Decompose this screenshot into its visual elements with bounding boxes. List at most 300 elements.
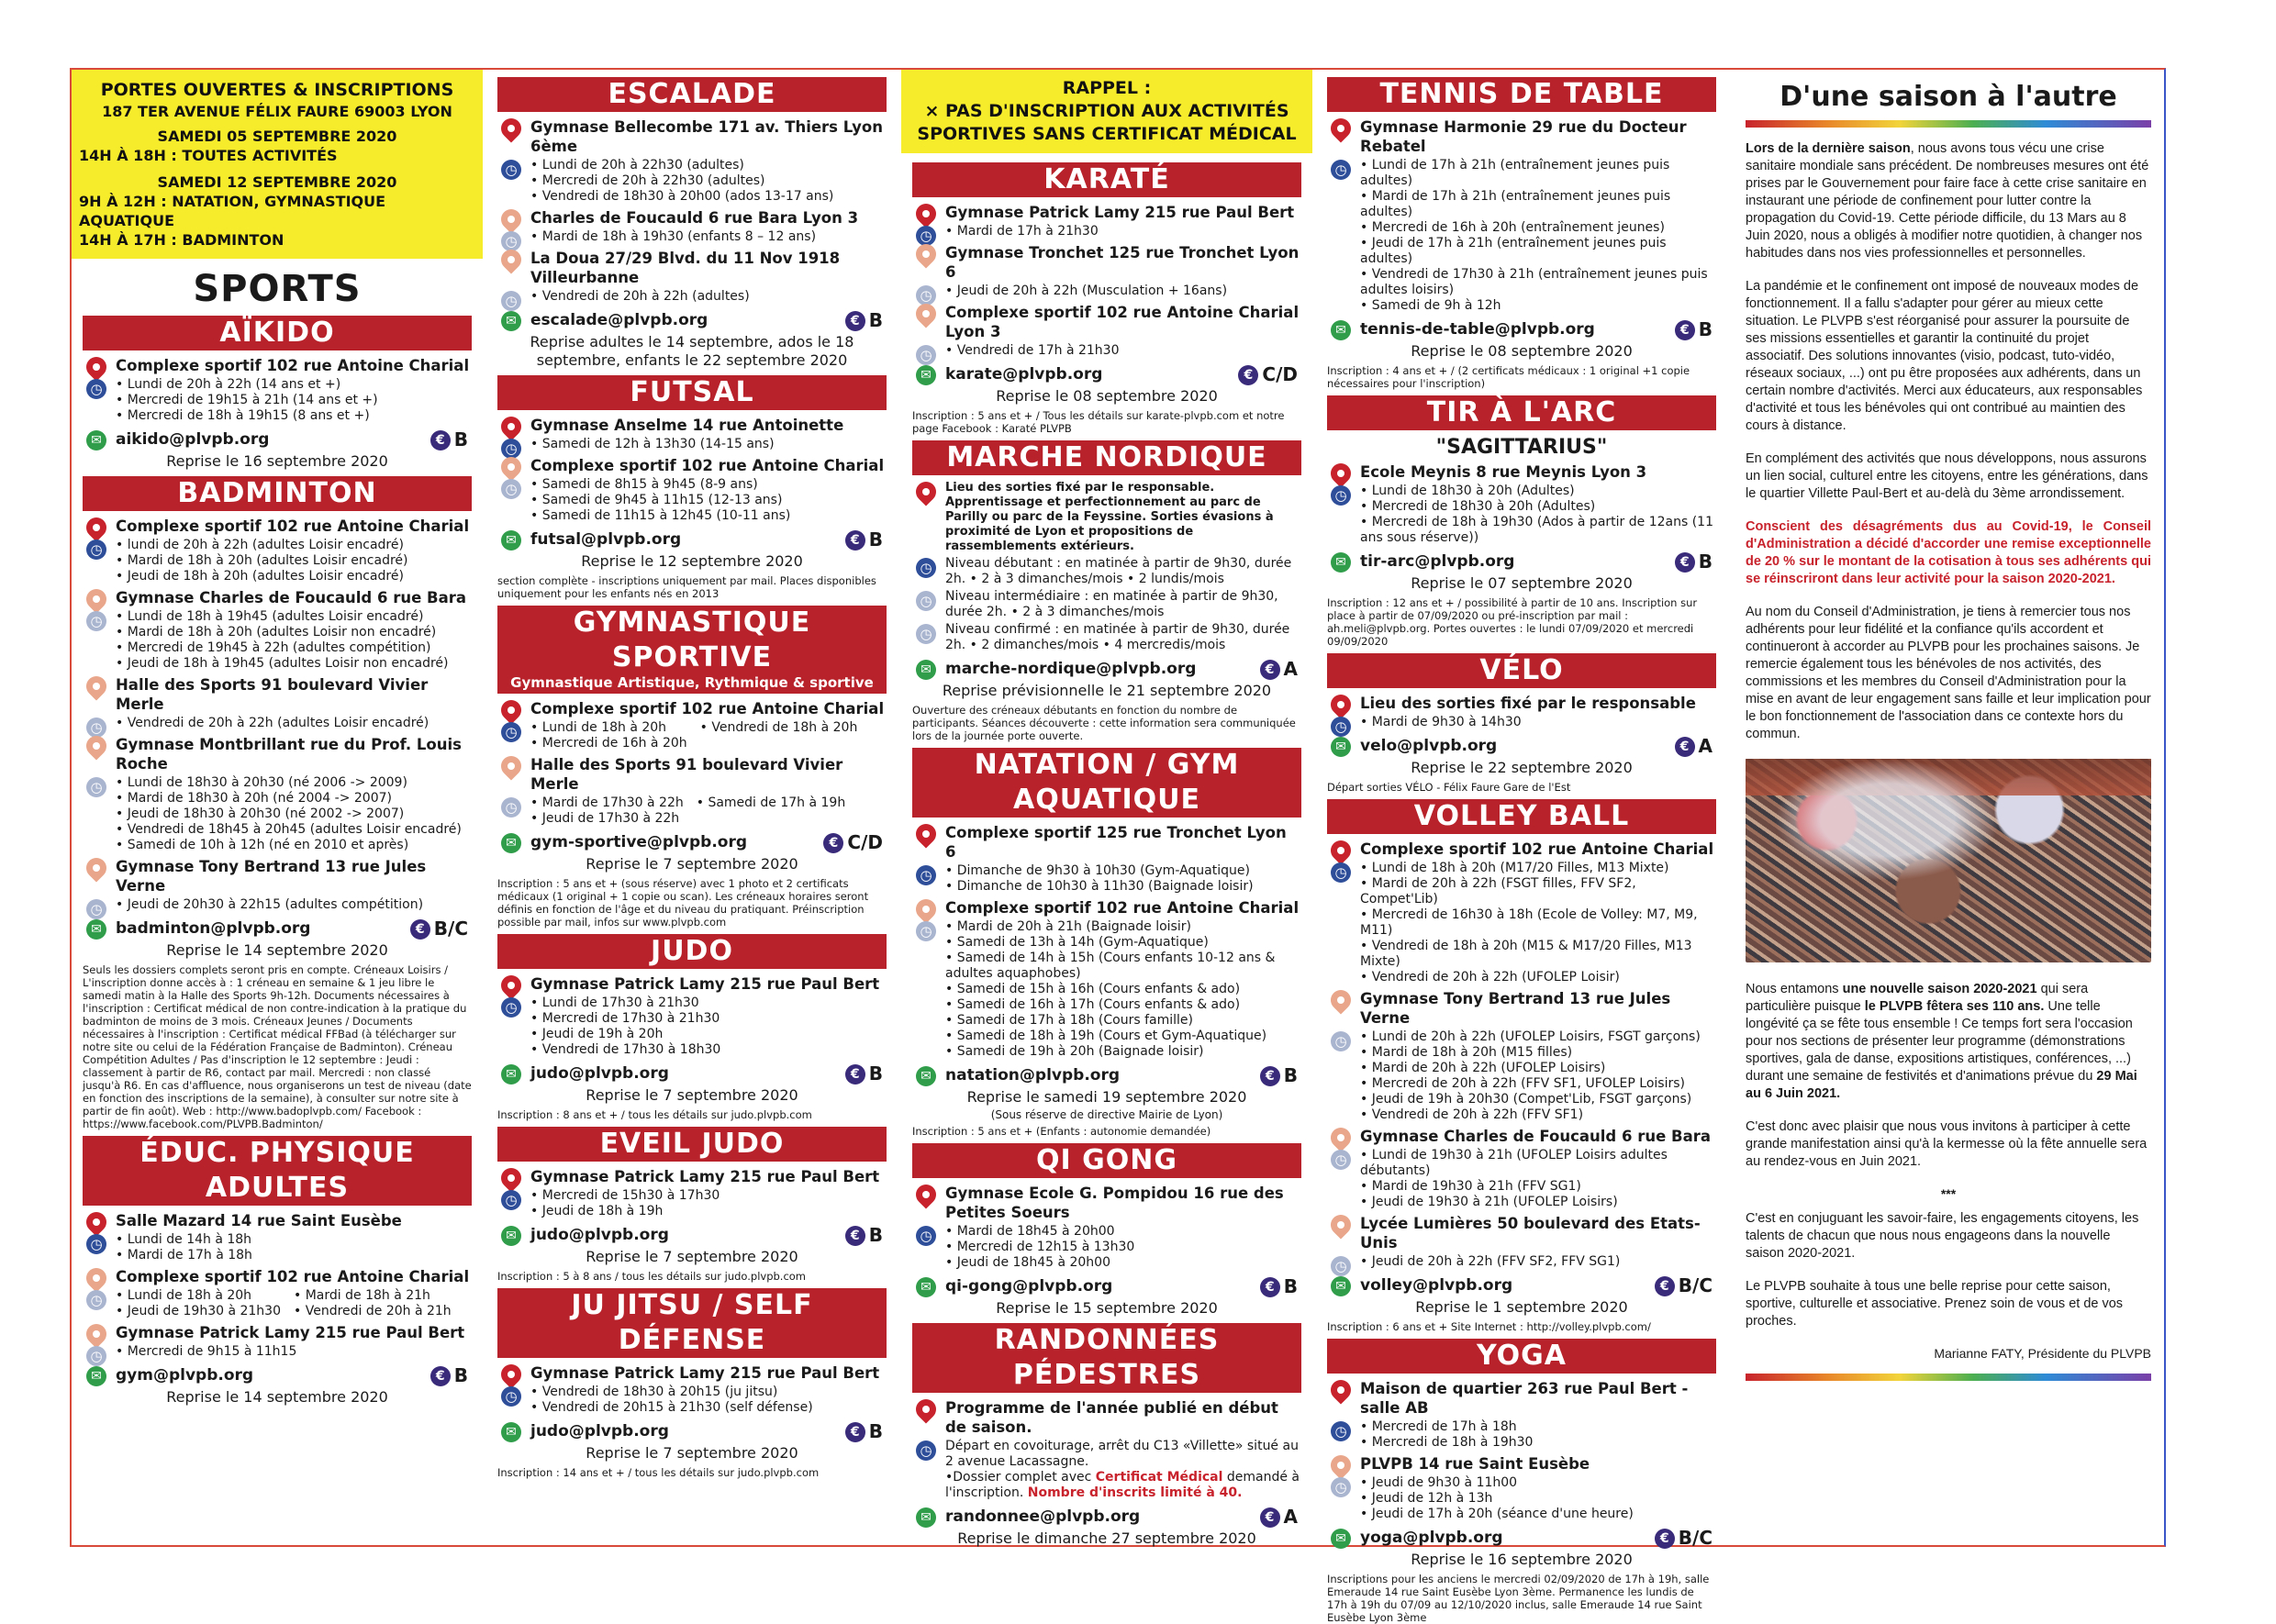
clock-icon: ◷ <box>86 611 106 631</box>
contact-email[interactable]: ✉ escalade@plvpb.org € B <box>497 309 887 331</box>
schedule: ◷ • Vendredi de 17h à 21h30 <box>912 343 1301 359</box>
price-code: € B <box>1675 318 1713 340</box>
section-note: Inscription : 5 ans et + (sous réserve) avec 1 photo et 2 certificats médicaux (1 original + 1 copie ou scan). Les créneaux horaires seront définis en fonction de l'âge et du niveau du pratiquant. Préinscription possible par mail, infos sur www.plvpb.com <box>497 877 869 929</box>
schedule: ◷ • Jeudi de 20h à 22h (FFV SF2, FFV SG1) <box>1327 1254 1716 1270</box>
location-pin-icon <box>82 731 110 760</box>
email-icon: ✉ <box>86 430 106 450</box>
clock-icon: ◷ <box>1331 1421 1351 1441</box>
location: La Doua 27/29 Blvd. du 11 Nov 1918 Villeurbanne <box>497 249 887 287</box>
section-educ <box>83 1136 472 1407</box>
location-pin-icon <box>911 239 940 268</box>
contact-email[interactable]: ✉ badminton@plvpb.org € B/C <box>83 918 472 940</box>
section-title: BADMINTON <box>83 476 472 511</box>
clock-icon: ◷ <box>86 1290 106 1310</box>
section-rando <box>912 1323 1301 1548</box>
price-code: € B/C <box>410 918 468 940</box>
section-note: Inscription : 5 à 8 ans / tous les détails sur judo.plvpb.com <box>497 1270 807 1283</box>
location: Gymnase Harmonie 29 rue du Docteur Rebatel <box>1327 117 1716 156</box>
location: Halle des Sports 91 boulevard Vivier Merle <box>497 755 887 794</box>
schedule: ◷ Niveau débutant : en matinée à partir de 9h30, durée 2h. • 2 à 3 dimanches/mois • 2 lundis/mois <box>912 556 1301 587</box>
reprise-date: Reprise le 15 septembre 2020 <box>996 1299 1218 1317</box>
clock-icon: ◷ <box>501 479 521 499</box>
location: Maison de quartier 263 rue Paul Bert - salle AB <box>1327 1379 1716 1418</box>
clock-icon: ◷ <box>916 345 936 365</box>
section-note: Inscription : 8 ans et + / tous les détails sur judo.plvpb.com <box>497 1108 812 1121</box>
location: Complexe sportif 102 rue Antoine Charial <box>1327 840 1716 859</box>
clock-icon: ◷ <box>501 1386 521 1407</box>
reprise-date: Reprise le 08 septembre 2020 <box>1411 342 1633 360</box>
clock-icon: ◷ <box>916 591 936 611</box>
schedule: ◷ • Lundi de 19h30 à 21h (UFOLEP Loisirs adultes débutants) • Mardi de 19h30 à 21h (FFV SG1) • Jeudi de 19h30 à 21h (UFOLEP Loisirs) <box>1327 1148 1716 1210</box>
euro-icon: € <box>845 1422 865 1442</box>
euro-icon: € <box>1260 1507 1280 1528</box>
location: Programme de l'année publié en début de saison. <box>912 1398 1301 1437</box>
clock-icon: ◷ <box>1331 717 1351 737</box>
schedule: ◷ • Lundi de 18h30 à 20h30 (né 2006 -> 2009) • Mardi de 18h30 à 20h (né 2004 -> 2007) • Jeudi de 18h30 à 20h30 (né 2002 -> 2007) • Vendredi de 18h45 à 20h45 (adultes Loisir encadré) • Samedi de 10h à 12h (né en 2010 et après) <box>83 775 472 853</box>
schedule: ◷ • Vendredi de 18h30 à 20h15 (ju jitsu) • Vendredi de 20h15 à 21h30 (self défense) <box>497 1385 887 1416</box>
section-note: Inscription : 5 ans et + (Enfants : autonomie demandée) <box>912 1125 1211 1138</box>
location-pin-icon <box>1326 985 1355 1014</box>
location: Gymnase Tony Bertrand 13 rue Jules Verne <box>1327 989 1716 1028</box>
location: Complexe sportif 102 rue Antoine Charial <box>83 1267 472 1286</box>
reprise-date: Reprise le 07 septembre 2020 <box>1411 574 1633 592</box>
euro-icon: € <box>410 919 430 940</box>
schedule: ◷ • Dimanche de 9h30 à 10h30 (Gym-Aquatique) • Dimanche de 10h30 à 11h30 (Baignade loisir) <box>912 863 1301 895</box>
reprise-date: Reprise adultes le 14 septembre, ados le 18 septembre, enfants le 22 septembre 2020 <box>530 333 854 369</box>
euro-icon: € <box>1260 1277 1280 1297</box>
section-volley <box>1327 799 1716 1333</box>
section-title: ESCALADE <box>497 77 887 112</box>
euro-icon: € <box>430 430 451 450</box>
email-icon: ✉ <box>1331 1529 1351 1549</box>
email-icon: ✉ <box>501 1226 521 1246</box>
email-icon: ✉ <box>1331 1276 1351 1296</box>
clock-icon: ◷ <box>1331 1150 1351 1170</box>
section-eveil-judo <box>497 1127 887 1283</box>
editorial-paragraph: La pandémie et le confinement ont imposé de nouveaux modes de fonctionnement. Il a fallu s'adapter pour gérer au mieux cette situation. Le PLVPB s'est réorganisé pour assurer la poursuite de ses missions essentielles et garantir la continuité du projet associatif. Des solutions innovantes (visio, podcast, tuto-vidéo, réseaux sociaux, ...) ont pu être proposées aux adhérents, dans un certain nombre d'activités. Merci aux éducateurs, aux responsables d'activité et tous les bénévoles qui ont contribué au maintien des cours à distance. <box>1746 279 2143 433</box>
section-note: Seuls les dossiers complets seront pris en compte. Créneaux Loisirs / L'inscription donne accès à : 1 créneau en semaine & 1 jeu libre le samedi matin à la Halle des Sports 9h-12h. Documents nécessaires à l'inscription : Certificat médical de non contre-indication à la pratique du badminton de moins de 3 mois. Créneaux Jeunes / Documents nécessaires à l'inscription : Certificat médical FFBad (à télécharger sur notre site ou celui de la Fédération Française de Badminton). Créneau Compétition Adultes / Pas d'inscription le 12 septembre : Jeudi : classement à partir de R6, contact par mail. Mercredi : non classé jusqu'à R6. En cas d'affluence, nous organiserons un test de niveau (date en fonction des inscriptions de la semaine), à consulter sur notre site à partir de fin août). Web : http://www.badoplvpb.com/ Facebook : https://www.facebook.com/PLVPB.Badminton/ <box>83 963 472 1130</box>
location-pin-icon <box>911 819 940 848</box>
price-code: € A <box>1260 1506 1298 1528</box>
location: Gymnase Patrick Lamy 215 rue Paul Bert <box>497 1363 887 1383</box>
location: Lycée Lumières 50 boulevard des Etats-Unis <box>1327 1214 1716 1252</box>
location: Gymnase Charles de Foucauld 6 rue Bara <box>83 588 472 607</box>
email-icon: ✉ <box>1331 552 1351 573</box>
section-title: TIR À L'ARC <box>1327 395 1716 430</box>
location-pin-icon <box>496 245 525 273</box>
schedule: ◷ • Lundi de 20h à 22h30 (adultes) • Mercredi de 20h à 22h30 (adultes) • Vendredi de 18h30 à 20h00 (ados 13-17 ans) <box>497 158 887 205</box>
section-note: section complète - inscriptions uniquement par mail. Places disponibles uniquement pour les enfants nés en 2013 <box>497 574 876 600</box>
section-tir <box>1327 395 1716 648</box>
section-marche <box>912 440 1301 742</box>
contact-email[interactable]: ✉ tennis-de-table@plvpb.org € B <box>1327 318 1716 340</box>
contact-email[interactable]: ✉ judo@plvpb.org € B <box>497 1420 887 1442</box>
location: PLVPB 14 rue Saint Eusèbe <box>1327 1454 1716 1474</box>
signature: Marianne FATY, Présidente du PLVPB <box>1934 1346 2151 1361</box>
location-pin-icon <box>496 751 525 780</box>
location-pin-icon <box>1326 1210 1355 1239</box>
contact-email[interactable]: ✉ marche-nordique@plvpb.org € A <box>912 658 1301 680</box>
column-3 <box>901 70 1312 1549</box>
section-judo <box>497 934 887 1121</box>
euro-icon: € <box>430 1366 451 1386</box>
reprise-date: Reprise le 7 septembre 2020 <box>586 1444 798 1462</box>
schedule: ◷ • Vendredi de 20h à 22h (adultes Loisir encadré) <box>83 716 472 731</box>
clock-icon: ◷ <box>86 379 106 399</box>
reprise-date: Reprise le 7 septembre 2020 <box>586 1248 798 1265</box>
section-title: NATATION / GYM AQUATIQUE <box>912 748 1301 818</box>
clock-icon: ◷ <box>86 1234 106 1254</box>
clock-icon: ◷ <box>86 777 106 797</box>
reprise-date: Reprise prévisionnelle le 21 septembre 2020 <box>942 682 1272 699</box>
schedule: ◷ • Mardi de 18h à 19h30 (enfants 8 – 12 ans) <box>497 229 887 245</box>
location: Complexe sportif 102 rue Antoine Charial <box>912 898 1301 918</box>
euro-icon: € <box>1675 552 1695 573</box>
section-qigong <box>912 1143 1301 1318</box>
schedule: ◷ • Lundi de 17h à 21h (entraînement jeunes puis adultes) • Mardi de 17h à 21h (entraînement jeunes puis adultes) • Mercredi de 16h à 20h (entraînement jeunes) • Jeudi de 17h à 21h (entraînement jeunes puis adultes) • Vendredi de 17h30 à 21h (entraînement jeunes puis adultes loisirs) • Samedi de 9h à 12h <box>1327 158 1716 314</box>
location-pin-icon <box>1326 114 1355 142</box>
price-code: € B <box>430 428 468 450</box>
location: Gymnase Patrick Lamy 215 rue Paul Bert <box>912 203 1301 222</box>
schedule: ◷ • Mardi de 20h à 21h (Baignade loisir) • Samedi de 13h à 14h (Gym-Aquatique) • Samedi de 14h à 15h (Cours enfants 10-12 ans & adultes aquaphobes) • Samedi de 15h à 16h (Cours enfants & ado) • Samedi de 16h à 17h (Cours enfants & ado) • Samedi de 17h à 18h (Cours famille) • Samedi de 18h à 19h (Cours et Gym-Aquatique) • Samedi de 19h à 20h (Baignade loisir) <box>912 919 1301 1060</box>
section-note: Départ sorties VÉLO - Félix Faure Gare de l'Est <box>1327 781 1571 794</box>
clock-icon: ◷ <box>86 899 106 919</box>
price-code: € B <box>430 1364 468 1386</box>
section-subtitle: "SAGITTARIUS" <box>1435 436 1608 459</box>
location: Complexe sportif 102 rue Antoine Charial Lyon 3 <box>912 303 1301 341</box>
reprise-date: Reprise le 1 septembre 2020 <box>1415 1298 1628 1316</box>
location: Complexe sportif 125 rue Tronchet Lyon 6 <box>912 823 1301 862</box>
price-code: € B <box>1260 1275 1298 1297</box>
reprise-date: Reprise le 22 septembre 2020 <box>1411 759 1633 776</box>
schedule: ◷ • Mardi de 9h30 à 14h30 <box>1327 715 1716 730</box>
sports-title: SPORTS <box>193 268 362 310</box>
section-note: Inscription : 14 ans et + / tous les détails sur judo.plvpb.com <box>497 1466 820 1479</box>
section-title: ÉDUC. PHYSIQUE ADULTES <box>83 1136 472 1206</box>
location: Gymnase Bellecombe 171 av. Thiers Lyon 6ème <box>497 117 887 156</box>
price-code: € B <box>845 1062 883 1085</box>
euro-icon: € <box>823 833 843 853</box>
schedule: ◷ • Samedi de 8h15 à 9h45 (8-9 ans) • Samedi de 9h45 à 11h15 (12-13 ans) • Samedi de 11h15 à 12h45 (10-11 ans) <box>497 477 887 524</box>
section-title: RANDONNÉES PÉDESTRES <box>912 1323 1301 1393</box>
reprise-date: Reprise le samedi 19 septembre 2020 <box>966 1088 1247 1106</box>
email-icon: ✉ <box>916 1066 936 1086</box>
schedule: ◷ Niveau confirmé : en matinée à partir de 9h30, durée 2h. • 2 dimanches/mois • 4 mercredis/mois <box>912 622 1301 653</box>
clock-icon: ◷ <box>916 865 936 885</box>
location: Lieu des sorties fixé par le responsable. Apprentissage et perfectionnement au parc de Parilly ou parc de la Feyssine. Sorties évasions à proximité de Lyon et propositions de rassemblements extérieurs. <box>912 481 1301 554</box>
open-days-banner: PORTES OUVERTES & INSCRIPTIONS 187 TER AVENUE FÉLIX FAURE 69003 LYON SAMEDI 05 SEPTEMBRE 2020 14H À 18H : TOUTES ACTIVITÉS SAMEDI 12 SEPTEMBRE 2020 9H À 12H : NATATION, GYMNASTIQUE AQUATIQUE 14H À 17H : BADMINTON <box>72 70 483 259</box>
clock-icon: ◷ <box>916 226 936 246</box>
clock-icon: ◷ <box>501 997 521 1018</box>
section-title: AÏKIDO <box>83 316 472 350</box>
section-note: Inscription : 6 ans et + Site Internet : http://volley.plvpb.com/ <box>1327 1320 1651 1333</box>
email-icon: ✉ <box>916 365 936 385</box>
section-karate <box>912 162 1301 435</box>
schedule: ◷ • Vendredi de 20h à 22h (adultes) <box>497 289 887 305</box>
rainbow-divider <box>1746 120 2151 128</box>
email-icon: ✉ <box>86 919 106 940</box>
schedule: ◷ • Jeudi de 9h30 à 11h00 • Jeudi de 12h à 13h • Jeudi de 17h à 20h (séance d'une heure) <box>1327 1475 1716 1522</box>
clock-icon: ◷ <box>916 558 936 578</box>
contact-email[interactable]: ✉ qi-gong@plvpb.org € B <box>912 1275 1301 1297</box>
contact-email[interactable]: ✉ volley@plvpb.org € B/C <box>1327 1274 1716 1296</box>
clock-icon: ◷ <box>916 1440 936 1461</box>
crowd-photo <box>1746 759 2151 962</box>
euro-icon: € <box>1675 320 1695 340</box>
reprise-date: Reprise le 16 septembre 2020 <box>166 452 388 470</box>
location: Halle des Sports 91 boulevard Vivier Merle <box>83 675 472 714</box>
location: Ecole Meynis 8 rue Meynis Lyon 3 <box>1327 462 1716 482</box>
brochure-page <box>70 68 2166 1624</box>
clock-icon: ◷ <box>501 797 521 818</box>
section-title: TENNIS DE TABLE <box>1327 77 1716 112</box>
schedule: ◷ • Lundi de 18h à 20h (M17/20 Filles, M13 Mixte) • Mardi de 20h à 22h (FSGT filles, FFV SF2, Compet'Lib) • Mercredi de 16h30 à 18h (Ecole de Volley: M7, M9, M11) • Vendredi de 18h à 20h (M15 & M17/20 Filles, M13 Mixte) • Vendredi de 20h à 22h (UFOLEP Loisir) <box>1327 861 1716 985</box>
reprise-date: Reprise le 12 septembre 2020 <box>581 552 803 570</box>
clock-icon: ◷ <box>1331 1031 1351 1051</box>
price-code: € B <box>845 1420 883 1442</box>
clock-icon: ◷ <box>1331 485 1351 506</box>
contact-email[interactable]: ✉ judo@plvpb.org € B <box>497 1062 887 1085</box>
schedule: ◷ • Lundi de 18h à 20h • Jeudi de 19h30 à 21h30 • Mardi de 18h à 21h • Vendredi de 20h à 21h <box>83 1288 472 1319</box>
section-natation <box>912 748 1301 1138</box>
euro-icon: € <box>1655 1276 1675 1296</box>
editorial-paragraph: C'est en conjuguant les savoir-faire, les engagements citoyens, les talents de chacun que nous nous engageons dans la nouvelle saison 2020-2021. <box>1746 1211 2139 1261</box>
email-icon: ✉ <box>501 530 521 551</box>
editorial-column <box>1731 70 2166 1549</box>
column-4 <box>1316 70 1727 1624</box>
contact-email[interactable]: ✉ tir-arc@plvpb.org € B <box>1327 551 1716 573</box>
email-icon: ✉ <box>1331 320 1351 340</box>
location-pin-icon <box>911 299 940 328</box>
clock-icon: ◷ <box>1331 1256 1351 1276</box>
section-futsal <box>497 375 887 600</box>
contact-email[interactable]: ✉ velo@plvpb.org € A <box>1327 735 1716 757</box>
section-title: VOLLEY BALL <box>1327 799 1716 834</box>
schedule: ◷ Départ en covoiturage, arrêt du C13 «Villette» situé au 2 avenue Lacassagne. •Dossier complet avec Certificat Médical demandé à l'inscription. Nombre d'inscrits limité à 40. <box>912 1439 1301 1501</box>
clock-icon: ◷ <box>501 439 521 459</box>
location: Complexe sportif 102 rue Antoine Charial <box>497 456 887 475</box>
editorial-paragraph: Lors de la dernière saison, nous avons tous vécu une crise sanitaire mondiale sans précédent. De nombreuses mesures ont été prises par le Gouvernement pour faire face à cette crise sanitaire en instaurant une période de confinement pour lutter contre la propagation du Covid-19. Cette période difficile, du 13 Mars au 8 Juin 2020, nous a obligés à modifier notre quotidien, à changer nos habitudes dans nos vies professionnelles et personnelles. <box>1746 141 2149 261</box>
location: Gymnase Tony Bertrand 13 rue Jules Verne <box>83 857 472 895</box>
section-title: QI GONG <box>912 1143 1301 1178</box>
schedule: ◷ • Lundi de 14h à 18h • Mardi de 17h à 18h <box>83 1232 472 1263</box>
section-note: Inscription : 5 ans et + / Tous les détails sur karate-plvpb.com et notre page Facebook : Karaté PLVPB <box>912 409 1285 435</box>
email-icon: ✉ <box>501 1064 521 1085</box>
schedule: ◷ • Mercredi de 9h15 à 11h15 <box>83 1344 472 1360</box>
email-icon: ✉ <box>86 1366 106 1386</box>
clock-icon: ◷ <box>916 285 936 306</box>
contact-email[interactable]: ✉ futsal@plvpb.org € B <box>497 528 887 551</box>
column-1 <box>72 70 483 1549</box>
section-note: Inscription : 12 ans et + / possibilité à partir de 10 ans. Inscription sur place à partir de 07/09/2020 ou pré-inscription par mail : ah.meli@plvpb.org. Portes ouvertes : le lundi 07/09/2020 et mercredi 09/09/2020 <box>1327 596 1698 648</box>
clock-icon: ◷ <box>501 291 521 311</box>
clock-icon: ◷ <box>501 1190 521 1210</box>
editorial-paragraph: En complément des activités que nous développons, nous assurons un lien social, culturel entre les citoyens, entre les générations, dans le quartier Villette Paul-Bert et au-delà du 3ème arrondissement. <box>1746 451 2148 501</box>
section-gym-sportive <box>497 606 887 929</box>
euro-icon: € <box>845 1226 865 1246</box>
clock-icon: ◷ <box>1331 862 1351 883</box>
location: Gymnase Patrick Lamy 215 rue Paul Bert <box>497 974 887 994</box>
location: Salle Mazard 14 rue Saint Eusèbe <box>83 1211 472 1230</box>
price-code: € B/C <box>1655 1274 1713 1296</box>
section-note: Ouverture des créneaux débutants en fonction du nombre de participants. Séances découverte : cette information sera communiquée lors de la journée porte ouverte. <box>912 704 1296 742</box>
euro-icon: € <box>845 530 865 551</box>
location-pin-icon <box>911 1395 940 1423</box>
section-title: JUDO <box>497 934 887 969</box>
column-2 <box>486 70 898 1549</box>
separator-stars: *** <box>1940 1186 1957 1201</box>
clock-icon: ◷ <box>916 624 936 644</box>
schedule: ◷ • Lundi de 18h à 20h • Mercredi de 16h à 20h • Vendredi de 18h à 20h <box>497 720 887 751</box>
clock-icon: ◷ <box>1331 1477 1351 1497</box>
euro-icon: € <box>845 1064 865 1085</box>
schedule: ◷ • Samedi de 12h à 13h30 (14-15 ans) <box>497 437 887 452</box>
reprise-date: Reprise le 14 septembre 2020 <box>166 941 388 959</box>
reprise-date: Reprise le 14 septembre 2020 <box>166 1388 388 1406</box>
location: Gymnase Anselme 14 rue Antoinette <box>497 416 887 435</box>
contact-email[interactable]: ✉ gym-sportive@plvpb.org € C/D <box>497 831 887 853</box>
schedule: ◷ • Lundi de 18h30 à 20h (Adultes) • Mercredi de 18h30 à 20h (Adultes) • Mercredi de 18h à 19h30 (Ados à partir de 12ans (11 ans sous réserve)) <box>1327 484 1716 546</box>
clock-icon: ◷ <box>501 722 521 742</box>
euro-icon: € <box>1675 737 1695 757</box>
section-title: EVEIL JUDO <box>497 1127 887 1162</box>
schedule: ◷ • Mardi de 17h à 21h30 <box>912 224 1301 239</box>
section-note: Inscriptions pour les anciens le mercredi 02/09/2020 de 17h à 19h, salle Emeraude 14 rue Saint Eusèbe Lyon 3ème. Permanence les lundis de 17h à 19h du 07/09 au 12/10/2020 inclus, salle Emeraude 14 rue Saint Eusèbe Lyon 3ème <box>1327 1573 1710 1624</box>
contact-email[interactable]: ✉ aikido@plvpb.org € B <box>83 428 472 450</box>
email-icon: ✉ <box>501 833 521 853</box>
price-code: € A <box>1675 735 1713 757</box>
price-code: € C/D <box>823 831 883 853</box>
schedule: ◷ • Jeudi de 20h30 à 22h15 (adultes compétition) <box>83 897 472 913</box>
location: Gymnase Ecole G. Pompidou 16 rue des Petites Soeurs <box>912 1184 1301 1222</box>
price-code: € B <box>845 309 883 331</box>
section-escalade <box>497 77 887 370</box>
euro-icon: € <box>1238 365 1258 385</box>
schedule: ◷ Niveau intermédiaire : en matinée à partir de 9h30, durée 2h. • 2 à 3 dimanches/mois <box>912 589 1301 620</box>
location: Gymnase Patrick Lamy 215 rue Paul Bert <box>83 1323 472 1342</box>
section-title: GYMNASTIQUE SPORTIVE Gymnastique Artistique, Rythmique & sportive <box>497 606 887 694</box>
schedule: ◷ • Lundi de 17h30 à 21h30 • Mercredi de 17h30 à 21h30 • Jeudi de 19h à 20h • Vendredi de 17h30 à 18h30 <box>497 996 887 1058</box>
location-pin-icon <box>82 853 110 882</box>
editorial-paragraph: Nous entamons une nouvelle saison 2020-2021 qui sera particulière puisque le PLVPB fêtera ses 110 ans. Une telle longévité ça se fête tous ensemble ! Ce temps fort sera l'occasion pour nos sections de présenter leur programme (démonstrations sportives, gala de danse, expositions artistiques, conférences, ...) durant une semaine de festivités et d'animations prévue du 29 Mai au 6 Juin 2021. <box>1746 982 2137 1101</box>
location: Complexe sportif 102 rue Antoine Charial <box>83 517 472 536</box>
location-pin-icon <box>911 1180 940 1208</box>
editorial-title: D'une saison à l'autre <box>1780 81 2117 113</box>
contact-email[interactable]: ✉ natation@plvpb.org € B <box>912 1064 1301 1086</box>
section-badminton <box>83 476 472 1130</box>
euro-icon: € <box>1655 1529 1675 1549</box>
schedule: ◷ • Mercredi de 15h30 à 17h30 • Jeudi de 18h à 19h <box>497 1188 887 1219</box>
location: Lieu des sorties fixé par le responsable <box>1327 694 1716 713</box>
contact-email[interactable]: ✉ karate@plvpb.org € C/D <box>912 363 1301 385</box>
clock-icon: ◷ <box>86 1346 106 1366</box>
section-title: YOGA <box>1327 1339 1716 1374</box>
schedule: ◷ • lundi de 20h à 22h (adultes Loisir encadré) • Mardi de 18h à 20h (adultes Loisir encadré) • Jeudi de 18h à 20h (adultes Loisir encadré) <box>83 538 472 584</box>
section-title: FUTSAL <box>497 375 887 410</box>
schedule: ◷ • Jeudi de 20h à 22h (Musculation + 16ans) <box>912 284 1301 299</box>
editorial-paragraph: Le PLVPB souhaite à tous une belle reprise pour cette saison, sportive, culturelle et associative. Prenez soin de vous et de vos proches. <box>1746 1279 2124 1329</box>
section-tennis <box>1327 77 1716 390</box>
price-code: € B <box>1260 1064 1298 1086</box>
contact-email[interactable]: ✉ judo@plvpb.org € B <box>497 1224 887 1246</box>
reprise-note: (Sous réserve de directive Mairie de Lyon) <box>990 1108 1223 1121</box>
section-note: Inscription : 4 ans et + / (2 certificats médicaux : 1 original +1 copie nécessaires pour l'inscription) <box>1327 364 1690 390</box>
location: Complexe sportif 102 rue Antoine Charial <box>497 699 887 718</box>
location: Charles de Foucauld 6 rue Bara Lyon 3 <box>497 208 887 228</box>
reprise-date: Reprise le 7 septembre 2020 <box>586 1086 798 1104</box>
location: Gymnase Patrick Lamy 215 rue Paul Bert <box>497 1167 887 1186</box>
discount-announcement: Conscient des désagréments dus au Covid-19, le Conseil d'Administration a décidé d'accorder une remise exceptionnelle de 20 % sur le montant de la cotisation à tous ses adhérents qui se réinscriront dans leur activité pour la saison 2020-2021. <box>1746 519 2151 586</box>
section-aikido <box>83 316 472 471</box>
section-title: KARATÉ <box>912 162 1301 197</box>
contact-email[interactable]: ✉ randonnee@plvpb.org € A <box>912 1506 1301 1528</box>
email-icon: ✉ <box>501 311 521 331</box>
location: Complexe sportif 102 rue Antoine Charial <box>83 356 472 375</box>
section-title: JU JITSU / SELF DÉFENSE <box>497 1288 887 1358</box>
clock-icon: ◷ <box>916 1226 936 1246</box>
section-title: VÉLO <box>1327 653 1716 688</box>
euro-icon: € <box>1260 660 1280 680</box>
editorial-paragraph: Au nom du Conseil d'Administration, je tiens à remercier tous nos adhérents pour leur fidélité et la confiance qu'ils accordent et continueront à accorder au PLVPB pour les prochaines saisons. Je remercie également tous les bénévoles de nos activités, des commissions et les membres du Conseil d'Administration pour la mise en avant de leur engagement sans faille et leur implication pour le bon fonctionnement de l'association dans ce contexte hors du commun. <box>1746 605 2151 741</box>
email-icon: ✉ <box>916 1507 936 1528</box>
schedule: ◷ • Mardi de 18h45 à 20h00 • Mercredi de 12h15 à 13h30 • Jeudi de 18h45 à 20h00 <box>912 1224 1301 1271</box>
location: Gymnase Montbrillant rue du Prof. Louis Roche <box>83 735 472 773</box>
location-pin-icon <box>911 477 940 506</box>
price-code: € B <box>1675 551 1713 573</box>
location: Gymnase Charles de Foucauld 6 rue Bara <box>1327 1127 1716 1146</box>
clock-icon: ◷ <box>501 231 521 251</box>
section-subtitle: Gymnastique Artistique, Rythmique & sportive <box>510 674 874 691</box>
email-icon: ✉ <box>916 1277 936 1297</box>
clock-icon: ◷ <box>501 160 521 180</box>
price-code: € C/D <box>1238 363 1298 385</box>
reprise-date: Reprise le dimanche 27 septembre 2020 <box>957 1529 1256 1547</box>
section-yoga <box>1327 1339 1716 1624</box>
schedule: ◷ • Mercredi de 17h à 18h • Mercredi de 18h à 19h30 <box>1327 1419 1716 1451</box>
euro-icon: € <box>845 311 865 331</box>
price-code: € A <box>1260 658 1298 680</box>
editorial-paragraph: C'est donc avec plaisir que nous vous invitons à participer à cette grande manifestation ainsi qu'à la kermesse où la fête annuelle sera au rendez-vous en Juin 2021. <box>1746 1119 2148 1169</box>
price-code: € B <box>845 1224 883 1246</box>
section-velo <box>1327 653 1716 794</box>
schedule: ◷ • Mardi de 17h30 à 22h • Jeudi de 17h30 à 22h • Samedi de 17h à 19h <box>497 795 887 827</box>
location-pin-icon <box>496 114 525 142</box>
schedule: ◷ • Lundi de 20h à 22h (14 ans et +) • Mercredi de 19h15 à 21h (14 ans et +) • Mercredi de 18h à 19h15 (8 ans et +) <box>83 377 472 424</box>
location-pin-icon <box>1326 1375 1355 1404</box>
schedule: ◷ • Lundi de 18h à 19h45 (adultes Loisir encadré) • Mardi de 18h à 20h (adultes Loisir non encadré) • Mercredi de 19h45 à 22h (adultes compétition) • Jeudi de 18h à 19h45 (adultes Loisir non encadré) <box>83 609 472 672</box>
rappel-banner: RAPPEL : × PAS D'INSCRIPTION AUX ACTIVITÉS SPORTIVES SANS CERTIFICAT MÉDICAL <box>901 70 1312 153</box>
clock-icon: ◷ <box>916 921 936 941</box>
clock-icon: ◷ <box>86 717 106 738</box>
schedule: ◷ • Lundi de 20h à 22h (UFOLEP Loisirs, FSGT garçons) • Mardi de 18h à 20h (M15 filles) • Mardi de 20h à 22h (UFOLEP Loisirs) • Mercredi de 20h à 22h (FFV SF1, UFOLEP Loisirs) • Jeudi de 19h à 20h30 (Compet'Lib, FSGT garçons) • Vendredi de 20h à 22h (FFV SF1) <box>1327 1029 1716 1123</box>
clock-icon: ◷ <box>86 539 106 560</box>
location-pin-icon <box>82 672 110 700</box>
euro-icon: € <box>1260 1066 1280 1086</box>
email-icon: ✉ <box>501 1422 521 1442</box>
email-icon: ✉ <box>916 660 936 680</box>
section-jujitsu <box>497 1288 887 1479</box>
contact-email[interactable]: ✉ yoga@plvpb.org € B/C <box>1327 1527 1716 1549</box>
location: Gymnase Tronchet 125 rue Tronchet Lyon 6 <box>912 243 1301 282</box>
price-code: € B <box>845 528 883 551</box>
contact-email[interactable]: ✉ gym@plvpb.org € B <box>83 1364 472 1386</box>
reprise-date: Reprise le 7 septembre 2020 <box>586 855 798 873</box>
price-code: € B/C <box>1655 1527 1713 1549</box>
section-title: MARCHE NORDIQUE <box>912 440 1301 475</box>
rainbow-divider <box>1746 1374 2151 1381</box>
reprise-date: Reprise le 16 septembre 2020 <box>1411 1551 1633 1568</box>
clock-icon: ◷ <box>1331 160 1351 180</box>
